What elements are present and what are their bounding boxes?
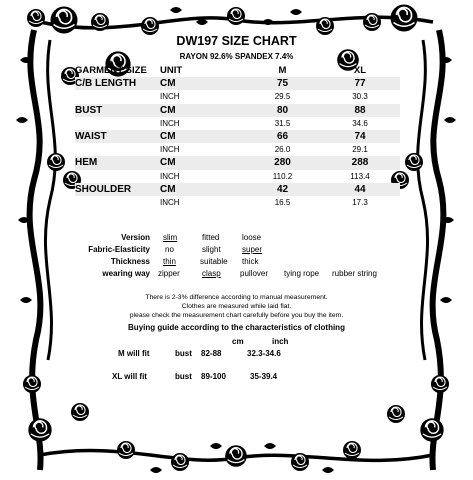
row-xl: 17.3 (352, 198, 368, 208)
note-laid-flat: Clothes are measured while laid flat. (181, 303, 292, 310)
guide-xl-inch: 35-39.4 (250, 372, 278, 381)
chart-title: DW197 SIZE CHART (176, 34, 297, 48)
row-m: 29.5 (274, 92, 291, 102)
row-unit: CM (160, 156, 245, 169)
attr-wearing-rubber-string: rubber string (332, 269, 377, 278)
row-unit: CM (160, 183, 245, 196)
row-label: BUST (75, 104, 160, 117)
row-label: HEM (75, 156, 160, 169)
row-label (75, 196, 160, 209)
size-table (75, 64, 400, 209)
guide-col-inch: inch (272, 337, 289, 346)
row-label (75, 117, 160, 130)
row-m: 31.5 (274, 118, 291, 128)
attr-wearing-zipper: zipper (158, 269, 180, 278)
table-header-row (75, 64, 400, 77)
row-label (75, 90, 160, 103)
row-m: 16.5 (274, 198, 291, 208)
attr-thickness-label: Thickness (110, 257, 150, 266)
row-unit: CM (160, 77, 245, 90)
row-unit: INCH (160, 145, 180, 155)
row-xl: 34.6 (352, 118, 368, 128)
table-row (75, 170, 400, 183)
row-m: 280 (245, 156, 320, 169)
row-m: 66 (245, 130, 320, 143)
material-composition: RAYON 92.6% SPANDEX 7.4% (179, 52, 294, 61)
guide-m-cm: 82-88 (201, 349, 222, 358)
row-m: 110.2 (272, 171, 293, 181)
row-xl: 30.3 (352, 92, 368, 102)
row-xl: 88 (320, 104, 400, 117)
attr-elasticity-super: super (242, 245, 263, 254)
guide-m-part: bust (175, 349, 192, 358)
attr-wearing-pullover: pullover (240, 269, 269, 278)
table-row (75, 117, 400, 130)
table-row (75, 156, 400, 169)
row-unit: INCH (160, 171, 180, 181)
header-unit: UNIT (160, 65, 183, 76)
row-xl: 44 (320, 183, 400, 196)
header-garment-size: GARMENT SIZE (75, 65, 147, 76)
attr-wearing-clasp: clasp (202, 269, 221, 278)
table-row (75, 130, 400, 143)
buying-guide-title: Buying guide according to the characteristics of clothing (128, 323, 345, 332)
attr-version-label: Version (121, 233, 150, 242)
attr-thickness-suitable: suitable (200, 257, 228, 266)
row-unit: INCH (160, 92, 180, 102)
row-xl: 29.1 (352, 145, 368, 155)
attr-elasticity-no: no (165, 245, 174, 254)
row-unit: CM (160, 104, 245, 117)
attr-elasticity-label: Fabric-Elasticity (88, 245, 150, 254)
row-label (75, 170, 160, 183)
row-m: 75 (245, 77, 320, 90)
attr-version-slim: slim (163, 233, 178, 242)
attr-elasticity-slight: slight (202, 245, 221, 254)
table-row (75, 143, 400, 156)
header-m: M (278, 65, 287, 76)
attr-version-loose: loose (242, 233, 262, 242)
attr-wearing-label: wearing way (102, 269, 150, 278)
guide-col-cm: cm (232, 337, 244, 346)
table-row (75, 104, 400, 117)
attr-thickness-thick: thick (242, 257, 259, 266)
row-label: C/B LENGTH (75, 77, 160, 90)
guide-m-label: M will fit (118, 349, 150, 358)
row-label: WAIST (75, 130, 160, 143)
table-row (75, 77, 400, 90)
table-row (75, 196, 400, 209)
row-xl: 77 (320, 77, 400, 90)
row-unit: INCH (160, 118, 180, 128)
attr-wearing-tying-rope: tying rope (284, 269, 320, 278)
note-check-chart: please check the measurement chart carefully before you buy the item. (129, 312, 344, 319)
row-label: SHOULDER (75, 183, 160, 196)
row-xl: 113.4 (350, 171, 370, 181)
note-difference: There is 2-3% difference according to manual measurement. (145, 294, 328, 301)
guide-m-inch: 32.3-34.6 (247, 349, 281, 358)
row-label (75, 143, 160, 156)
row-m: 26.0 (274, 145, 291, 155)
row-m: 80 (245, 104, 320, 117)
guide-xl-cm: 89-100 (201, 372, 226, 381)
table-row (75, 90, 400, 103)
table-row (75, 183, 400, 196)
guide-xl-label: XL will fit (112, 372, 147, 381)
row-xl: 74 (320, 130, 400, 143)
row-unit: INCH (160, 198, 180, 208)
row-m: 42 (245, 183, 320, 196)
row-unit: CM (160, 130, 245, 143)
attr-version-fitted: fitted (202, 233, 220, 242)
row-xl: 288 (320, 156, 400, 169)
attr-thickness-thin: thin (163, 257, 176, 266)
guide-xl-part: bust (175, 372, 192, 381)
header-xl: XL (353, 65, 367, 76)
